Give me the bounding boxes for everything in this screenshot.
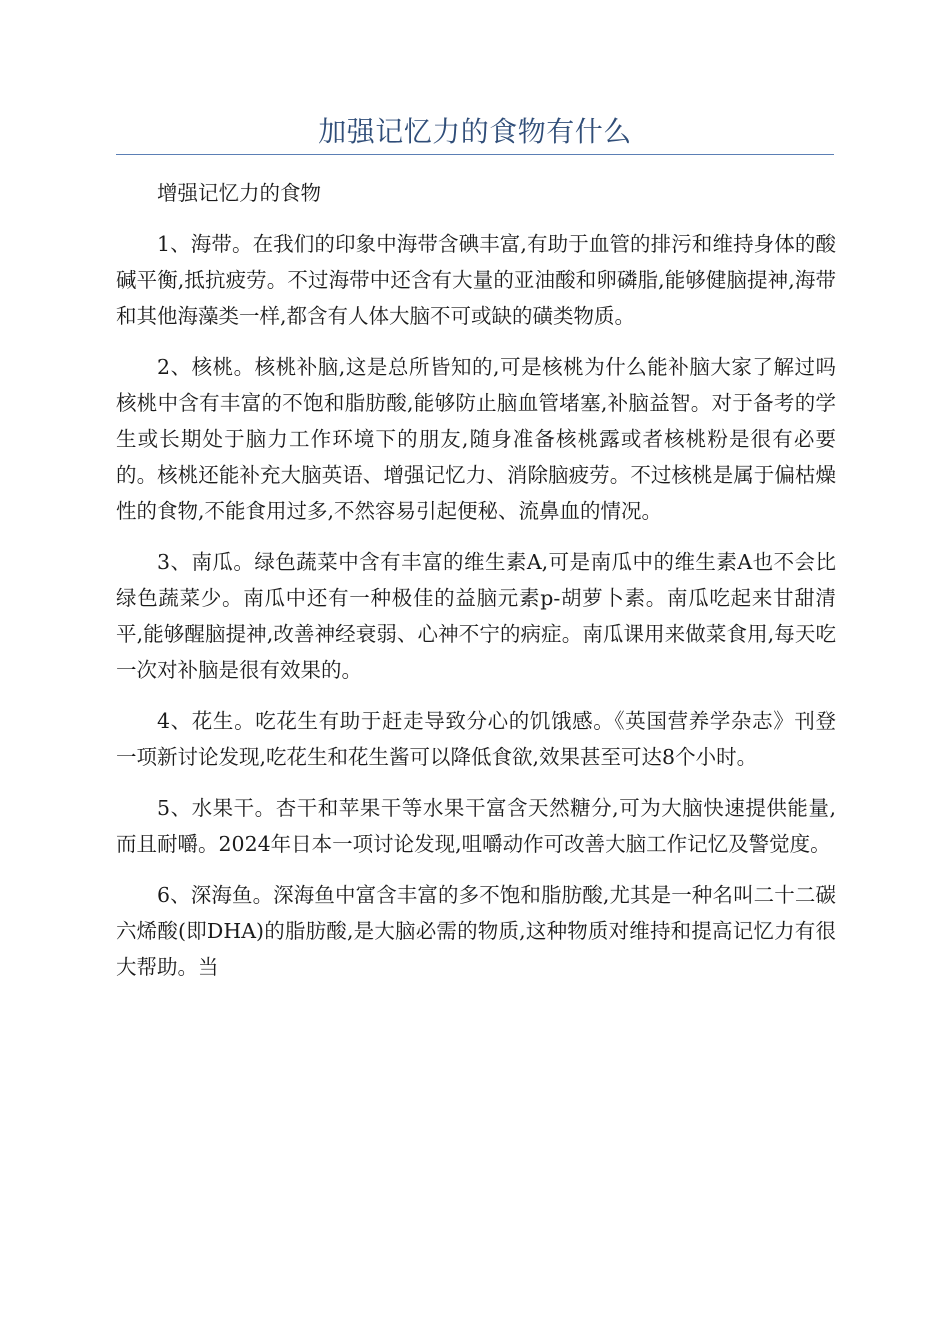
paragraph-pumpkin: 3、南瓜。绿色蔬菜中含有丰富的维生素A,可是南瓜中的维生素A也不会比绿色蔬菜少。南瓜中还有一种极佳的益脑元素p-胡萝卜素。南瓜吃起来甘甜清平,能够醒脑提神,改善神经衰弱、心神不宁的病症。南瓜课用来做菜食用,每天吃一次对补脑是很有效果的。 [116, 550, 836, 682]
paragraph-dried-fruit: 5、水果干。杏干和苹果干等水果干富含天然糖分,可为大脑快速提供能量,而且耐嚼。2024年日本一项讨论发现,咀嚼动作可改善大脑工作记忆及警觉度。 [116, 796, 836, 856]
document-body [116, 175, 836, 1000]
title-underline [116, 154, 834, 155]
paragraph-kelp: 1、海带。在我们的印象中海带含碘丰富,有助于血管的排污和维持身体的酸碱平衡,抵抗疲劳。不过海带中还含有大量的亚油酸和卵磷脂,能够健脑提神,海带和其他海藻类一样,都含有人体大脑不可或缺的磺类物质。 [116, 232, 836, 328]
subheading: 增强记忆力的食物 [157, 181, 321, 205]
paragraph-walnut: 2、核桃。核桃补脑,这是总所皆知的,可是核桃为什么能补脑大家了解过吗核桃中含有丰富的不饱和脂肪酸,能够防止脑血管堵塞,补脑益智。对于备考的学生或长期处于脑力工作环境下的朋友,随身准备核桃露或者核桃粉是很有必要的。核桃还能补充大脑英语、增强记忆力、消除脑疲劳。不过核桃是属于偏枯燥性的食物,不能食用过多,不然容易引起便秘、流鼻血的情况。 [116, 355, 836, 523]
document-title: 加强记忆力的食物有什么 [318, 115, 632, 148]
paragraph-deep-sea-fish: 6、深海鱼。深海鱼中富含丰富的多不饱和脂肪酸,尤其是一种名叫二十二碳六烯酸(即DHA)的脂肪酸,是大脑必需的物质,这种物质对维持和提高记忆力有很大帮助。当 [116, 883, 836, 979]
paragraph-peanut: 4、花生。吃花生有助于赶走导致分心的饥饿感。《英国营养学杂志》刊登一项新讨论发现,吃花生和花生酱可以降低食欲,效果甚至可达8个小时。 [116, 709, 836, 769]
